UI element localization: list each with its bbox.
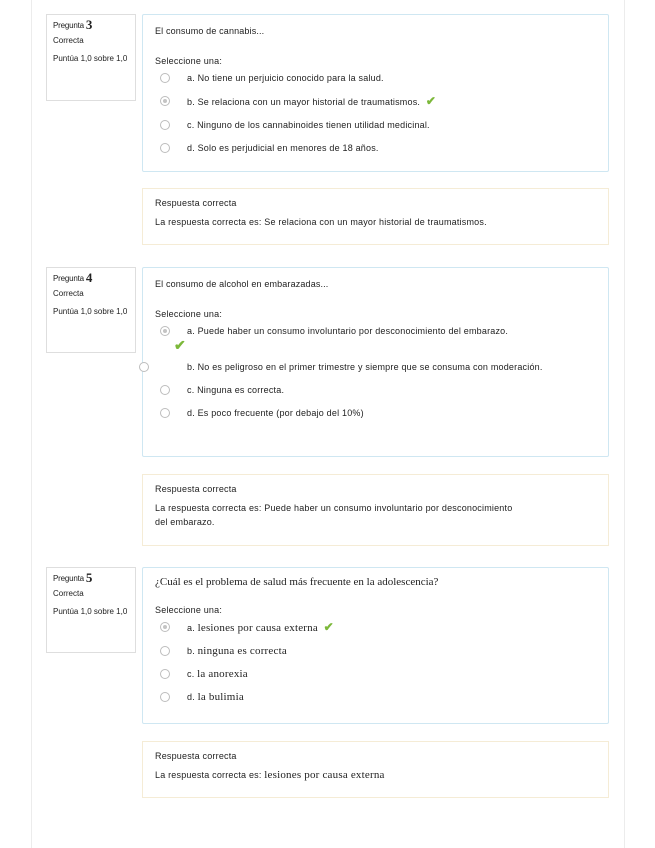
right-answer-prefix: La respuesta correcta es: xyxy=(155,503,265,513)
page-frame-right-border xyxy=(624,0,625,848)
question-state: Correcta xyxy=(53,289,84,298)
question-content-3 xyxy=(142,14,609,172)
feedback-title: Respuesta correcta xyxy=(155,751,237,761)
answer-option-b[interactable] xyxy=(155,361,596,373)
radio-button-checked[interactable] xyxy=(160,326,170,336)
right-answer-value: Se relaciona con un mayor historial de traumatismos. xyxy=(264,217,487,227)
feedback-title: Respuesta correcta xyxy=(155,198,237,208)
question-number: 4 xyxy=(85,270,93,285)
question-state: Correcta xyxy=(53,36,84,45)
answer-option-label: a. Puede haber un consumo involuntario por desconocimiento del embarazo. xyxy=(187,326,509,336)
answer-option-d[interactable] xyxy=(155,407,596,419)
select-prompt: Seleccione una: xyxy=(155,605,223,615)
right-answer-value: Puede haber un consumo involuntario por desconocimiento del embarazo. xyxy=(155,503,513,527)
question-text: El consumo de alcohol en embarazadas... xyxy=(155,279,329,289)
answer-option-b[interactable] xyxy=(155,95,596,108)
select-prompt: Seleccione una: xyxy=(155,309,223,319)
answer-option-a[interactable] xyxy=(155,325,596,352)
answer-option-b[interactable] xyxy=(155,645,596,657)
radio-button[interactable] xyxy=(160,73,170,83)
answer-option-c[interactable] xyxy=(155,668,596,680)
answer-option-d[interactable] xyxy=(155,691,596,703)
answer-option-label: c. Ninguna es correcta. xyxy=(187,385,285,395)
question-text: ¿Cuál es el problema de salud más frecuente en la adolescencia? xyxy=(155,576,439,588)
question-content-5 xyxy=(142,567,609,724)
question-number: 5 xyxy=(85,570,93,585)
question-text: El consumo de cannabis... xyxy=(155,26,265,36)
radio-button[interactable] xyxy=(139,362,149,372)
feedback-box-4 xyxy=(142,474,609,546)
question-number-line xyxy=(53,19,129,32)
question-state: Correcta xyxy=(53,589,84,598)
feedback-box-5 xyxy=(142,741,609,798)
answer-option-a[interactable] xyxy=(155,621,596,634)
right-answer-text xyxy=(155,215,596,229)
answer-option-c[interactable] xyxy=(155,119,596,131)
answer-option-a[interactable] xyxy=(155,72,596,84)
right-answer-prefix: La respuesta correcta es: xyxy=(155,770,265,780)
radio-button[interactable] xyxy=(160,408,170,418)
feedback-box-3 xyxy=(142,188,609,245)
answer-option-label: lesiones por causa externa xyxy=(197,622,318,634)
answer-option-label: la bulimia xyxy=(197,691,244,703)
right-answer-text xyxy=(155,768,596,782)
question-content-4 xyxy=(142,267,609,457)
answer-option-letter: b. xyxy=(187,646,195,656)
right-answer-prefix: La respuesta correcta es: xyxy=(155,217,265,227)
question-grade: Puntúa 1,0 sobre 1,0 xyxy=(53,307,128,316)
question-number: 3 xyxy=(85,17,93,32)
correct-check-icon: ✔ xyxy=(425,94,437,108)
answer-option-letter: d. xyxy=(187,692,195,702)
feedback-title: Respuesta correcta xyxy=(155,484,237,494)
question-word: Pregunta xyxy=(53,574,84,583)
answer-option-label: d. Es poco frecuente (por debajo del 10%) xyxy=(187,408,364,418)
question-word: Pregunta xyxy=(53,21,84,30)
question-number-line xyxy=(53,572,129,585)
question-number-line xyxy=(53,272,129,285)
answer-option-d[interactable] xyxy=(155,142,596,154)
answer-option-label: d. Solo es perjudicial en menores de 18 años. xyxy=(187,143,379,153)
correct-check-icon: ✔ xyxy=(323,620,334,634)
radio-button[interactable] xyxy=(160,646,170,656)
answer-option-label: c. Ninguno de los cannabinoides tienen utilidad medicinal. xyxy=(187,120,430,130)
radio-button-checked[interactable] xyxy=(160,96,170,106)
question-word: Pregunta xyxy=(53,274,84,283)
radio-button[interactable] xyxy=(160,120,170,130)
question-info-5 xyxy=(46,567,136,653)
answer-option-letter: a. xyxy=(187,623,195,633)
answer-option-label: a. No tiene un perjuicio conocido para la salud. xyxy=(187,73,384,83)
radio-button[interactable] xyxy=(160,385,170,395)
page-frame-left-border xyxy=(31,0,32,848)
answer-option-letter: c. xyxy=(187,669,195,679)
question-info-4 xyxy=(46,267,136,353)
radio-button[interactable] xyxy=(160,143,170,153)
question-grade: Puntúa 1,0 sobre 1,0 xyxy=(53,607,128,616)
radio-button-checked[interactable] xyxy=(160,622,170,632)
select-prompt: Seleccione una: xyxy=(155,56,223,66)
question-info-3 xyxy=(46,14,136,101)
answer-option-label: b. No es peligroso en el primer trimestre y siempre que se consuma con moderación. xyxy=(187,362,543,372)
answer-option-label: b. Se relaciona con un mayor historial de traumatismos. xyxy=(187,97,421,107)
radio-button[interactable] xyxy=(160,669,170,679)
answer-option-label: ninguna es correcta xyxy=(197,645,287,657)
question-grade: Puntúa 1,0 sobre 1,0 xyxy=(53,54,128,63)
right-answer-text xyxy=(155,501,515,529)
answer-option-c[interactable] xyxy=(155,384,596,396)
answer-option-label: la anorexia xyxy=(197,668,248,680)
correct-check-icon: ✔ xyxy=(174,337,186,353)
right-answer-value: lesiones por causa externa xyxy=(264,769,385,781)
radio-button[interactable] xyxy=(160,692,170,702)
